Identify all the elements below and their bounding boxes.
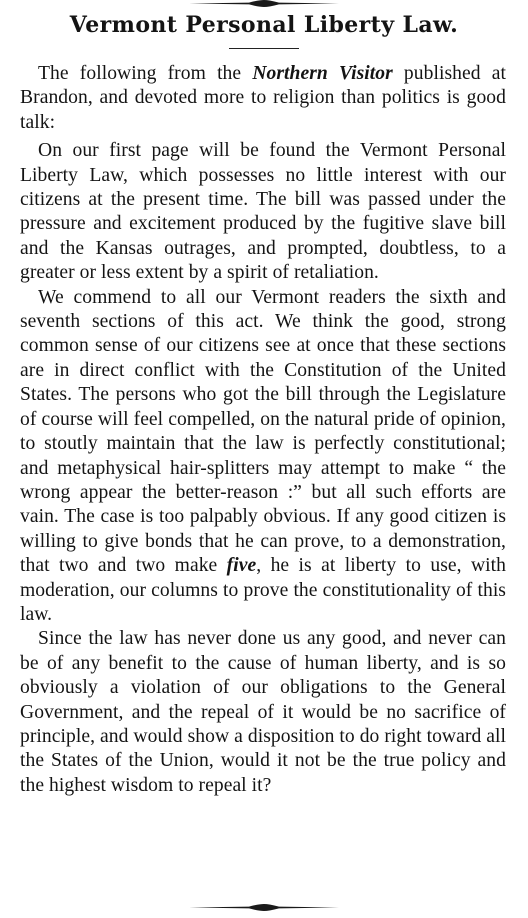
paragraph-2-text-after: , he is at liberty to use, with moderation, our columns to prove the constitutionality of this law. <box>20 555 506 625</box>
intro-paragraph <box>20 62 506 135</box>
headline: Vermont Personal Liberty Law. <box>69 12 459 38</box>
headline-divider <box>229 48 299 49</box>
paragraph-2-text-before: We commend to all our Vermont readers the sixth and seventh sections of this act. We think the good, strong common sense of our citizens see at once that these sections are in direct conflict with the Constitution of the United States. The persons who got the bill through the Legislature of course will feel compelled, on the natural pride of opinion, to stoutly maintain that the law is perfectly constitutional; and metaphysical hair-splitters may attempt to make “ the wrong appear the better-reason :” but all such efforts are vain. The case is too palpably obvious. If any good citizen is willing to give bonds that he can prove, to a demonstration, that two and two make <box>20 286 506 577</box>
source-publication-name: Northern Visitor <box>252 63 393 84</box>
intro-text-after: published at Brandon, and devoted more to religion than politics is good talk: <box>20 63 506 133</box>
intro-text-before: The following from the <box>38 63 253 84</box>
paragraph-2 <box>20 286 506 628</box>
top-ornamental-rule <box>189 0 339 8</box>
article-body <box>20 56 506 798</box>
paragraph-3: Since the law has never done us any good, and never can be of any benefit to the cause of human liberty, and is so obviously a violation of our obligations to the General Government, and the repeal of it would be no sacrifice of principle, and would show a disposition to do right toward all the States of the Union, would it not be the true policy and the highest wisdom to repeal it? <box>20 628 506 796</box>
bottom-ornamental-rule <box>189 904 339 912</box>
paragraph-1: On our first page will be found the Vermont Personal Liberty Law, which possesses no little interest with our citizens at the present time. The bill was passed under the pressure and excitement produced by the fugitive slave bill and the Kansas outrages, and prompted, doubtless, to a greater or less extent by a spirit of retaliation. <box>20 140 506 284</box>
emphasis-word: five <box>226 555 257 577</box>
